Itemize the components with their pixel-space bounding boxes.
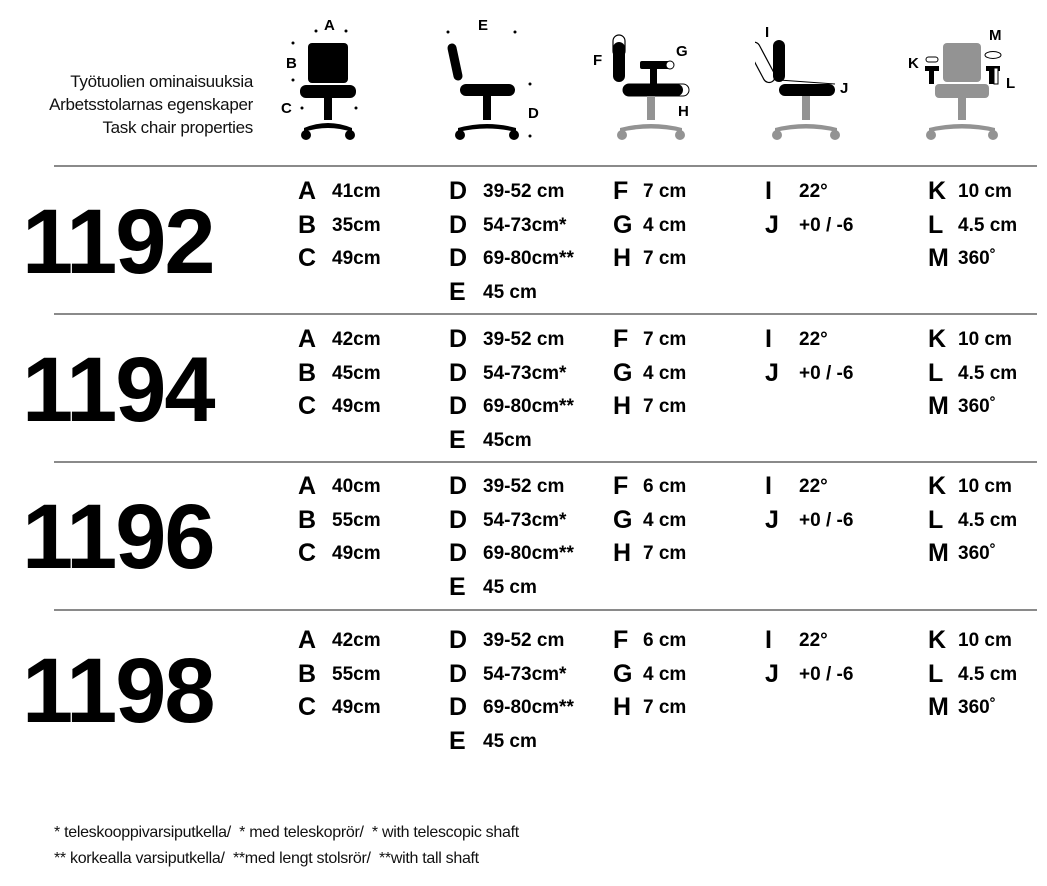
spec-item [928,470,1017,504]
spec-key: M [928,539,949,568]
spec-item [613,357,686,391]
spec-key: B [298,210,317,239]
spec-column-ij [765,624,853,691]
spec-key: E [449,277,466,306]
spec-key: D [449,392,468,421]
spec-column-klm [928,470,1017,571]
spec-item [613,323,686,357]
spec-item [928,390,1017,424]
spec-key: F [613,626,629,655]
spec-key: D [449,659,468,688]
spec-item [449,323,574,357]
spec-column-fgh [613,175,686,276]
spec-item [928,537,1017,571]
spec-column-de [449,175,574,309]
label-k: K [908,55,919,72]
spec-value: 360˚ [958,543,997,565]
spec-item [449,725,574,759]
spec-value: +0 / -6 [799,663,854,685]
spec-item [928,323,1017,357]
spec-key: J [765,210,779,239]
spec-value: 69-80cm** [483,697,574,719]
spec-item [613,390,686,424]
spec-value: 4.5 cm [958,362,1018,384]
spec-item [765,504,853,538]
spec-column-ij [765,175,853,242]
footnotes [54,820,519,872]
spec-value: 49cm [332,543,381,565]
row-divider [54,609,1037,611]
spec-value: 55cm [332,509,381,531]
spec-item [613,209,686,243]
spec-item [298,175,381,209]
spec-item [449,571,574,605]
spec-item [449,209,574,243]
model-number: 1194 [22,339,214,441]
spec-key: M [928,693,949,722]
spec-value: 22° [799,476,828,498]
spec-value: +0 / -6 [799,362,854,384]
spec-item [613,537,686,571]
spec-item [298,242,381,276]
spec-item [613,470,686,504]
spec-value: 41cm [332,181,381,203]
spec-key: C [298,693,317,722]
spec-value: 6 cm [643,476,687,498]
chair-side-icon [440,10,550,142]
spec-item [449,691,574,725]
row-divider [54,165,1037,167]
spec-value: 54-73cm* [483,509,567,531]
spec-value: 45cm [332,362,381,384]
diagram-front-view [278,10,378,142]
spec-item [298,691,381,725]
spec-item [613,691,686,725]
spec-item [449,624,574,658]
spec-key: J [765,505,779,534]
spec-column-de [449,323,574,457]
spec-value: 4.5 cm [958,214,1018,236]
chair-front-icon [278,10,378,142]
spec-value: 35cm [332,214,381,236]
footnote-telescopic: * teleskooppivarsiputkella/ * med teleskoprör/ * with telescopic shaft [54,824,519,841]
spec-key: C [298,392,317,421]
spec-value: +0 / -6 [799,214,854,236]
spec-column-fgh [613,470,686,571]
spec-value: 69-80cm** [483,396,574,418]
label-d: D [528,105,539,122]
header-subtitle [0,70,253,139]
spec-value: 45cm [483,429,532,451]
spec-item [298,357,381,391]
spec-item [298,624,381,658]
spec-item [449,390,574,424]
model-number: 1198 [22,640,214,742]
spec-key: C [298,244,317,273]
spec-column-ij [765,470,853,537]
spec-item [298,658,381,692]
label-l: L [1006,75,1016,92]
spec-key: J [765,358,779,387]
spec-key: D [449,210,468,239]
row-divider [54,313,1037,315]
spec-key: I [765,325,772,354]
spec-key: I [765,626,772,655]
spec-item [449,242,574,276]
spec-column-abc [298,323,381,424]
spec-value: 45 cm [483,730,537,752]
spec-key: G [613,358,633,387]
spec-key: L [928,210,944,239]
spec-value: 7 cm [643,396,687,418]
spec-value: 22° [799,630,828,652]
spec-item [449,504,574,538]
spec-column-de [449,624,574,758]
spec-item [298,537,381,571]
spec-item [298,504,381,538]
spec-key: E [449,425,466,454]
spec-item [928,242,1017,276]
spec-item [928,175,1017,209]
spec-key: A [298,626,317,655]
spec-value: 69-80cm** [483,543,574,565]
spec-value: 7 cm [643,248,687,270]
spec-item [765,357,853,391]
spec-item [449,175,574,209]
label-g: G [676,43,688,60]
spec-key: D [449,177,468,206]
spec-value: 49cm [332,248,381,270]
spec-value: 39-52 cm [483,181,565,203]
spec-value: 4.5 cm [958,663,1018,685]
spec-key: D [449,626,468,655]
row-divider [54,461,1037,463]
spec-item [298,390,381,424]
spec-value: 22° [799,181,828,203]
spec-item [613,624,686,658]
spec-item [928,357,1017,391]
spec-key: L [928,358,944,387]
spec-key: A [298,177,317,206]
spec-item [449,470,574,504]
spec-column-abc [298,624,381,725]
spec-key: F [613,325,629,354]
spec-value: 54-73cm* [483,663,567,685]
spec-key: B [298,659,317,688]
footnote-tall-shaft: ** korkealla varsiputkella/ **med lengt stolsrör/ **with tall shaft [54,850,479,867]
spec-value: 42cm [332,329,381,351]
spec-key: I [765,177,772,206]
spec-item [449,424,574,458]
spec-key: B [298,358,317,387]
spec-column-abc [298,175,381,276]
spec-value: 55cm [332,663,381,685]
spec-item [765,658,853,692]
spec-value: 4.5 cm [958,509,1018,531]
model-number: 1192 [22,191,214,293]
spec-value: 7 cm [643,543,687,565]
spec-key: D [449,505,468,534]
spec-key: K [928,177,947,206]
model-number: 1196 [22,486,214,588]
spec-value: 7 cm [643,329,687,351]
spec-item [928,658,1017,692]
spec-key: A [298,472,317,501]
spec-item [449,276,574,310]
spec-key: D [449,472,468,501]
spec-item [449,658,574,692]
spec-key: G [613,210,633,239]
spec-key: H [613,392,632,421]
spec-value: 39-52 cm [483,329,565,351]
label-a: A [324,17,335,34]
spec-value: 4 cm [643,362,687,384]
spec-key: G [613,505,633,534]
spec-item [298,470,381,504]
spec-key: L [928,659,944,688]
subtitle-finnish: Työtuolien ominaisuuksia [70,72,253,91]
spec-value: 42cm [332,630,381,652]
spec-key: D [449,693,468,722]
spec-value: 39-52 cm [483,476,565,498]
spec-value: 69-80cm** [483,248,574,270]
spec-key: I [765,472,772,501]
spec-key: K [928,626,947,655]
spec-value: 6 cm [643,630,687,652]
spec-item [613,175,686,209]
spec-item [298,209,381,243]
spec-item [298,323,381,357]
spec-column-abc [298,470,381,571]
spec-value: 40cm [332,476,381,498]
chair-adjust-icon [905,10,1025,142]
spec-key: B [298,505,317,534]
spec-value: 45 cm [483,576,537,598]
spec-value: 7 cm [643,181,687,203]
spec-value: 39-52 cm [483,630,565,652]
spec-column-ij [765,323,853,390]
spec-value: +0 / -6 [799,509,854,531]
subtitle-english: Task chair properties [102,118,253,137]
diagram-backrest-tilt-view [755,10,860,142]
spec-column-de [449,470,574,604]
spec-value: 49cm [332,396,381,418]
chair-armrest-icon [590,10,705,142]
spec-value: 22° [799,329,828,351]
spec-key: G [613,659,633,688]
subtitle-swedish: Arbetsstolarnas egenskaper [49,95,253,114]
diagram-side-view [440,10,550,142]
spec-key: H [613,244,632,273]
spec-item [928,691,1017,725]
label-i: I [765,24,770,41]
label-h: H [678,103,689,120]
label-m: M [989,27,1002,44]
spec-item [928,504,1017,538]
spec-item [613,658,686,692]
spec-item [765,470,853,504]
spec-key: K [928,472,947,501]
spec-item [449,537,574,571]
spec-value: 10 cm [958,630,1012,652]
spec-value: 49cm [332,697,381,719]
spec-key: F [613,177,629,206]
spec-value: 10 cm [958,476,1012,498]
chair-tilt-icon [755,10,860,142]
label-j: J [840,80,849,97]
spec-item [765,624,853,658]
spec-value: 45 cm [483,281,537,303]
spec-item [765,209,853,243]
label-c: C [281,100,292,117]
spec-column-klm [928,624,1017,725]
spec-column-fgh [613,323,686,424]
spec-key: E [449,572,466,601]
spec-key: L [928,505,944,534]
spec-value: 360˚ [958,396,997,418]
spec-item [613,504,686,538]
spec-key: H [613,693,632,722]
spec-key: H [613,539,632,568]
diagram-armrest-view [590,10,705,142]
spec-key: J [765,659,779,688]
spec-item [928,209,1017,243]
spec-value: 7 cm [643,697,687,719]
spec-column-klm [928,323,1017,424]
spec-key: M [928,392,949,421]
spec-value: 360˚ [958,697,997,719]
spec-key: E [449,726,466,755]
spec-key: D [449,325,468,354]
spec-value: 54-73cm* [483,214,567,236]
spec-key: D [449,244,468,273]
spec-key: K [928,325,947,354]
spec-column-fgh [613,624,686,725]
diagram-armrest-adjust-view [905,10,1025,142]
label-e: E [478,17,489,34]
spec-key: C [298,539,317,568]
spec-key: D [449,539,468,568]
spec-item [928,624,1017,658]
spec-value: 54-73cm* [483,362,567,384]
spec-item [765,323,853,357]
spec-value: 10 cm [958,181,1012,203]
spec-item [765,175,853,209]
spec-item [449,357,574,391]
label-b: B [286,55,297,72]
spec-key: M [928,244,949,273]
spec-item [613,242,686,276]
label-f: F [593,52,603,69]
spec-value: 4 cm [643,509,687,531]
spec-key: F [613,472,629,501]
spec-column-klm [928,175,1017,276]
spec-value: 10 cm [958,329,1012,351]
spec-value: 4 cm [643,214,687,236]
spec-value: 4 cm [643,663,687,685]
spec-value: 360˚ [958,248,997,270]
spec-key: D [449,358,468,387]
spec-key: A [298,325,317,354]
